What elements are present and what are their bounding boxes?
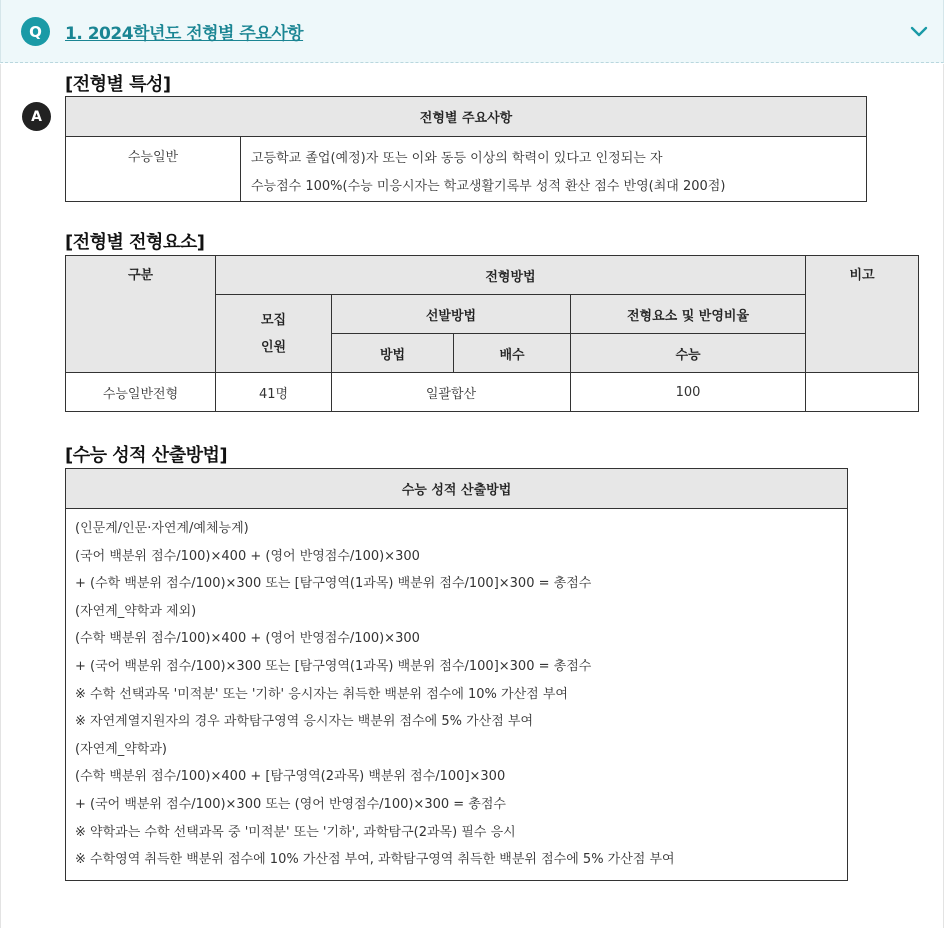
faq-question-bar[interactable] — [0, 0, 944, 63]
method-line: ※ 수학 선택과목 '미적분' 또는 '기하' 응시자는 취득한 백분위 점수에 10% 가산점 부여 — [75, 686, 568, 702]
header-note: 비고 — [806, 256, 919, 373]
method-line: (수학 백분위 점수/100)×400 + [탐구영역(2과목) 백분위 점수/100]×300 — [75, 769, 506, 785]
header-csat: 수능 — [571, 334, 806, 373]
row-label: 수능일반 — [66, 137, 241, 202]
question-badge: Q — [21, 17, 50, 46]
method-line: + (국어 백분위 점수/100)×300 또는 (영어 반영점수/100)×300 = 총점수 — [75, 796, 506, 812]
method-line: (인문계/인문·자연계/예체능계) — [75, 521, 249, 536]
header-recruit: 모집 인원 — [216, 295, 332, 373]
chevron-down-icon[interactable] — [909, 22, 929, 42]
method-line: (자연계_약학과 제외) — [75, 603, 197, 619]
method-line: (국어 백분위 점수/100)×400 + (영어 반영점수/100)×300 — [75, 548, 420, 564]
cell-note — [806, 373, 919, 412]
header-category: 구분 — [66, 256, 216, 373]
method-line: (자연계_약학과) — [75, 741, 167, 757]
method-content — [66, 509, 848, 881]
cell-category: 수능일반전형 — [66, 373, 216, 412]
method-line: ※ 수학영역 취득한 백분위 점수에 10% 가산점 부여, 과학탐구영역 취득한 백분위 점수에 5% 가산점 부여 — [75, 852, 675, 868]
cell-select: 일괄합산 — [332, 373, 571, 412]
question-title-link[interactable]: 1. 2024학년도 전형별 주요사항 — [65, 24, 304, 44]
header-way: 방법 — [332, 334, 454, 373]
method-line: (수학 백분위 점수/100)×400 + (영어 반영점수/100)×300 — [75, 631, 420, 647]
cell-csat: 100 — [571, 373, 806, 412]
method-line: ※ 자연계열지원자의 경우 과학탐구영역 응시자는 백분위 점수에 5% 가산점 부여 — [75, 714, 534, 730]
method-line: ※ 약학과는 수학 선택과목 중 '미적분' 또는 '기하', 과학탐구(2과목) 필수 응시 — [75, 824, 516, 840]
table-header: 수능 성적 산출방법 — [66, 469, 848, 509]
content-line: 수능점수 100%(수능 미응시자는 학교생활기록부 성적 환산 점수 반영(최대 200점) — [251, 179, 726, 194]
header-method: 전형방법 — [216, 256, 806, 295]
answer-badge: A — [22, 102, 51, 131]
csat-method-table — [65, 468, 848, 881]
characteristics-table — [65, 96, 867, 202]
faq-answer-panel — [0, 64, 944, 928]
header-multiple: 배수 — [454, 334, 571, 373]
table-row — [66, 137, 867, 202]
elements-table — [65, 255, 919, 412]
section-title-characteristics: [전형별 특성] — [65, 74, 171, 95]
section-title-elements: [전형별 전형요소] — [65, 232, 205, 253]
header-select: 선발방법 — [332, 295, 571, 334]
table-row — [66, 373, 919, 412]
table-row — [66, 509, 848, 881]
method-line: + (수학 백분위 점수/100)×300 또는 [탐구영역(1과목) 백분위 점수/100]×300 = 총점수 — [75, 576, 592, 592]
section-title-csat-method: [수능 성적 산출방법] — [65, 445, 228, 466]
header-factor: 전형요소 및 반영비율 — [571, 295, 806, 334]
table-header: 전형별 주요사항 — [66, 97, 867, 137]
content-line: 고등학교 졸업(예정)자 또는 이와 동등 이상의 학력이 있다고 인정되는 자 — [251, 151, 663, 166]
method-line: + (국어 백분위 점수/100)×300 또는 [탐구영역(1과목) 백분위 점수/100]×300 = 총점수 — [75, 658, 592, 674]
row-content — [241, 137, 867, 202]
cell-recruit: 41명 — [216, 373, 332, 412]
